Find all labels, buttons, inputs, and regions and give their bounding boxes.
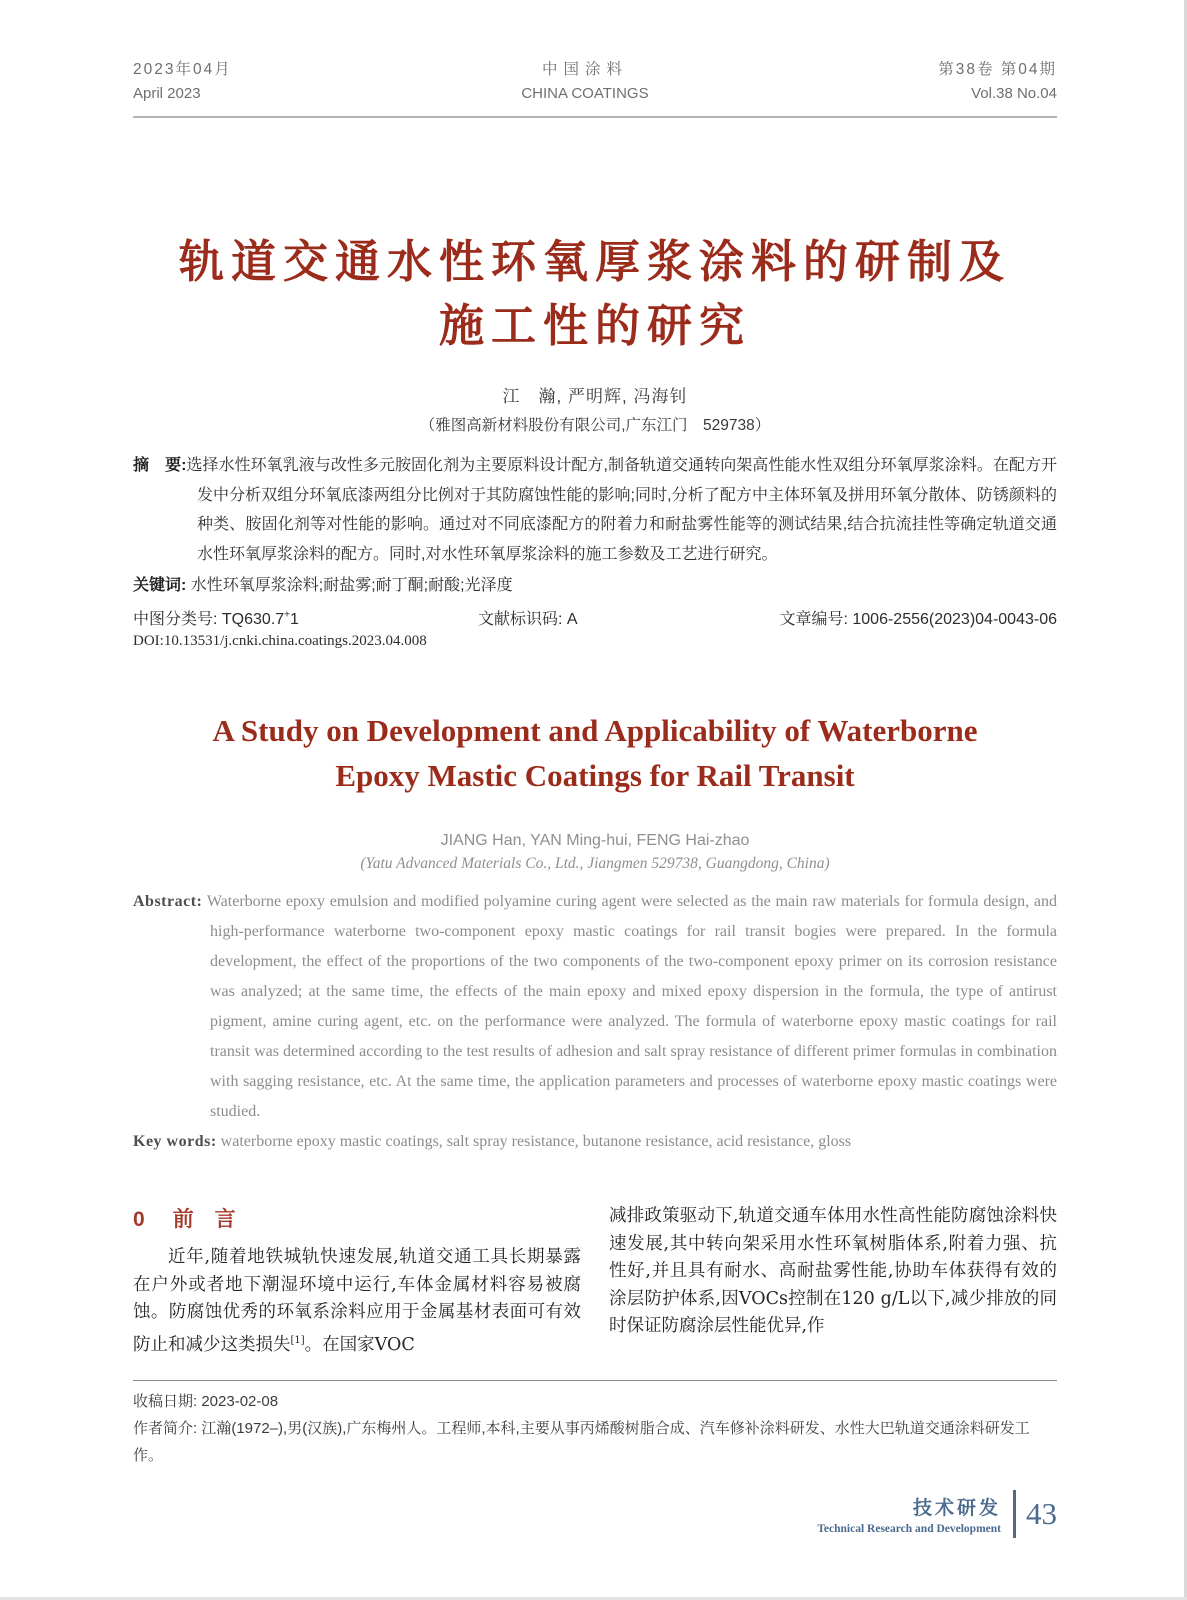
- abstract-en-text: Waterborne epoxy emulsion and modified polyamine curing agent were selected as the main raw materials for formula design, and high-performance waterborne two-component epoxy mastic coatings for rail transit bogies were prepared. In the formula development, the effect of the proportions of the two components of the two-component epoxy primer on its corrosion resistance was analyzed; at the same time, the effects of the main epoxy and mixed epoxy dispersion in the formula, the type of antirust pigment, amine curing agent, etc. on the performance were analyzed. The formula of waterborne epoxy mastic coatings for rail transit was determined according to the test results of adhesion and salt spray resistance of different primer formulas in combination with sagging resistance, etc. At the same time, the application parameters and processes of waterborne epoxy mastic coatings were studied.: [202, 893, 1057, 1120]
- paragraph-left-tail: 。在国家VOC: [304, 1334, 415, 1355]
- article-id: 文章编号: 1006-2556(2023)04-0043-06: [779, 611, 1057, 628]
- received-date-label: 收稿日期:: [133, 1393, 202, 1410]
- section-heading-0: [133, 1203, 581, 1233]
- body-columns: [133, 1203, 1057, 1359]
- clc-number: [133, 611, 299, 628]
- affiliation-en: (Yatu Advanced Materials Co., Ltd., Jiangmen 529738, Guangdong, China): [360, 855, 830, 872]
- abstract-cn-text: 选择水性环氧乳液与改性多元胺固化剂为主要原料设计配方,制备轨道交通转向架高性能水性双组分环氧厚浆涂料。在配方开发中分析双组分环氧底漆两组分比例对于其防腐蚀性能的影响;同时,分析了配方中主体环氧及拼用环氧分散体、防锈颜料的种类、胺固化剂等对性能的影响。通过对不同底漆配方的附着力和耐盐雾性能等的测试结果,结合抗流挂性等确定轨道交通水性环氧厚浆涂料的配方。同时,对水性环氧厚浆涂料的施工参数及工艺进行研究。: [186, 457, 1057, 563]
- volume-issue-en: Vol.38 No.04: [971, 85, 1057, 102]
- author-bio-label: 作者简介:: [133, 1420, 202, 1437]
- body-column-left: [133, 1203, 581, 1359]
- classification-row: [133, 606, 1057, 630]
- journal-name-en: CHINA COATINGS: [521, 85, 649, 102]
- author-bio-line: [133, 1415, 1057, 1469]
- paragraph-right: 减排政策驱动下,轨道交通车体用水性高性能防腐蚀涂料快速发展,其中转向架采用水性环氧树脂体系,附着力强、抗性好,并且具有耐水、高耐盐雾性能,协助车体获得有效的涂层防护体系,因VOCs控制在120 g/L以下,减少排放的同时保证防腐涂层性能优异,作: [609, 1206, 1057, 1337]
- keywords-cn-text: 水性环氧厚浆涂料;耐盐雾;耐丁酮;耐酸;光泽度: [186, 577, 513, 594]
- article-title-cn-line1: 轨道交通水性环氧厚浆涂料的研制及: [178, 236, 1011, 287]
- keywords-en-label: Key words:: [133, 1133, 217, 1150]
- clc-tail: 1: [290, 611, 299, 628]
- journal-header: [133, 0, 1057, 118]
- section-number: 0: [133, 1208, 145, 1231]
- document-code: 文献标识码: A: [478, 611, 578, 628]
- clc-label: 中图分类号:: [133, 611, 222, 628]
- keywords-en: [133, 1127, 1057, 1157]
- page-number: 43: [1026, 1496, 1057, 1531]
- header-date-en: April 2023: [133, 85, 201, 102]
- page-content: [133, 0, 1057, 1464]
- keywords-cn: [133, 572, 1057, 595]
- keywords-cn-label: 关键词:: [133, 577, 187, 594]
- affiliation-cn: （雅图高新材料股份有限公司,广东江门 529738）: [419, 417, 771, 434]
- clc-superscript: +: [284, 609, 291, 621]
- abstract-cn-label: 摘 要:: [133, 457, 187, 474]
- abstract-en-label: Abstract:: [133, 893, 203, 910]
- header-date-cn: 2023年04月: [133, 61, 232, 78]
- abstract-en: [133, 887, 1057, 1127]
- article-title-cn-line2: 施工性的研究: [438, 300, 751, 351]
- authors-cn: 江 瀚, 严明辉, 冯海钊: [502, 387, 688, 406]
- page-footer: [817, 1490, 1057, 1538]
- received-date-value: 2023-02-08: [201, 1393, 279, 1410]
- footer-section: [817, 1493, 1001, 1535]
- header-date: [133, 58, 232, 106]
- keywords-en-text: waterborne epoxy mastic coatings, salt spray resistance, butanone resistance, acid resistance, gloss: [216, 1133, 852, 1150]
- journal-name-cn: 中国涂料: [541, 61, 628, 78]
- section-title: 前 言: [172, 1208, 236, 1231]
- footer-divider-bar: [1013, 1490, 1016, 1538]
- article-title-cn: [133, 230, 1057, 358]
- reference-1-superscript: [1]: [290, 1334, 305, 1346]
- header-volume: [938, 58, 1057, 106]
- article-title-en-line2: Epoxy Mastic Coatings for Rail Transit: [335, 758, 855, 793]
- authors-en: JIANG Han, YAN Ming-hui, FENG Hai-zhao: [440, 832, 750, 849]
- header-journal-name: [521, 58, 648, 106]
- article-title-en: [133, 708, 1057, 798]
- clc-value: TQ630.7: [221, 611, 285, 628]
- paragraph-left: [133, 1244, 581, 1359]
- footnote: [133, 1380, 1057, 1469]
- article-title-en-line1: A Study on Development and Applicability of Waterborne: [212, 713, 978, 748]
- footer-section-cn: 技术研发: [912, 1498, 1001, 1519]
- author-bio-text: 江瀚(1972–),男(汉族),广东梅州人。工程师,本科,主要从事丙烯酸树脂合成、汽车修补涂料研发、水性大巴轨道交通涂料研发工作。: [133, 1420, 1030, 1464]
- body-column-right: [609, 1203, 1057, 1359]
- paragraph-left-text: 近年,随着地铁城轨快速发展,轨道交通工具长期暴露在户外或者地下潮湿环境中运行,车体金属材料容易被腐蚀。防腐蚀优秀的环氧系涂料应用于金属基材表面可有效防止和减少这类损失: [133, 1247, 581, 1355]
- volume-issue-cn: 第38卷 第04期: [938, 61, 1057, 78]
- footer-section-en: Technical Research and Development: [817, 1523, 1001, 1535]
- received-date-line: [133, 1388, 1057, 1415]
- abstract-cn: [133, 451, 1057, 569]
- doi: DOI:10.13531/j.cnki.china.coatings.2023.04.008: [133, 633, 427, 649]
